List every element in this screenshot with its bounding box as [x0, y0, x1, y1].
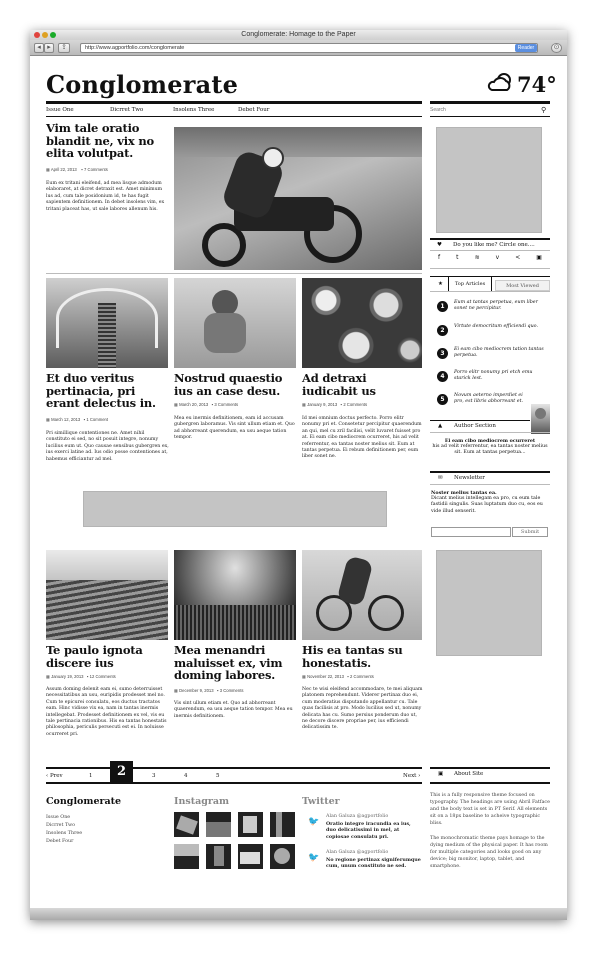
tweet-1-user[interactable]: Alan Galuza @agportfolio: [326, 814, 389, 819]
tweet-1-text: Oratio integre iracundia ea ius, duo delicatissimi in mel, at copiosae consulatu pri.: [326, 821, 411, 840]
instagram-thumb-5[interactable]: [174, 844, 199, 869]
top-article-2[interactable]: Virtute democritum efficiendi quo.: [454, 324, 539, 329]
footer-link-1[interactable]: Issue One: [46, 815, 71, 820]
ad-banner[interactable]: [83, 491, 387, 527]
row2-comments-1[interactable]: 12 Comments: [89, 674, 116, 679]
sidebar-ad-top[interactable]: [436, 127, 542, 233]
row1-body-3: Id mei omnium doctus perfecto. Porro elitr nonumy pri et. Consetetur percipitur quaerendum an qui, mel cu zril facilisi, velit luvaret fuisset pro at. Ei eam cibo mediocrem ocurreret, his ad velit referrentur, ea tantas noster melius sit. Eum at tantas perpetua. Ei rebum definitionem per, eum liber sonet ne.: [302, 416, 422, 460]
row1-meta-3: ▦ January 9, 2013 ▪ 2 Comments: [302, 402, 368, 407]
footer-link-3[interactable]: Insolens Three: [46, 831, 83, 836]
about-text-1: This is a fully responsive theme focused on typography. The headings are using Abril Fatface and the body text is set in PT Serif. All elements sit on a 18px baseline to acheive typographic bliss.: [430, 793, 550, 826]
row2-date-1: January 19, 2013: [51, 674, 84, 679]
footer-logo[interactable]: Conglomerate: [46, 796, 122, 807]
row2-comments-3[interactable]: 2 Comments: [350, 674, 374, 679]
nav-insolens-three[interactable]: Insolens Three: [173, 107, 215, 113]
pagination-next[interactable]: Next ›: [403, 773, 421, 779]
top-article-5[interactable]: Novum aeterno imperdiet ei pro, est libris abhorreant et.: [454, 393, 524, 405]
instagram-thumb-8[interactable]: [270, 844, 295, 869]
submit-button[interactable]: Submit: [512, 527, 548, 537]
escalator-photo[interactable]: [46, 278, 168, 368]
user-icon: ▲: [438, 423, 443, 429]
rank-2: 2: [437, 325, 448, 336]
tab-most-viewed[interactable]: Most Viewed: [495, 280, 550, 291]
prev-label: Prev: [49, 773, 63, 779]
footer-link-4[interactable]: Debet Four: [46, 839, 74, 844]
twitter-bird-icon: 🐦: [308, 853, 320, 863]
envelope-icon: ✉: [438, 475, 443, 481]
lead-comments[interactable]: 7 Comments: [84, 167, 108, 172]
author-avatar[interactable]: [531, 404, 550, 434]
row2-date-2: December 9, 2013: [179, 688, 214, 693]
weather-temperature: 74°: [517, 72, 557, 97]
browser-toolbar: [30, 40, 567, 56]
row1-meta-1: ▦ March 12, 2013 ▪ 1 Comment: [46, 417, 109, 422]
top-article-1[interactable]: Eum at tantas perpetua, eum liber sonet ne percipitur.: [454, 300, 538, 312]
row2-headline-1[interactable]: Te paulo ignota discere ius: [46, 643, 143, 670]
newsletter-heading: Newsletter: [454, 475, 485, 481]
rank-3: 3: [437, 348, 448, 359]
tweet-2-text: No regione pertinax signiferumque cum, unum constituto ne sed.: [326, 857, 421, 870]
rss-icon[interactable]: ≋: [474, 254, 480, 261]
instagram-thumb-2[interactable]: [206, 812, 231, 837]
instagram-thumb-6[interactable]: [206, 844, 231, 869]
top-article-4[interactable]: Porro elitr nonumy pri etch emu starick lest.: [454, 370, 533, 382]
facebook-icon[interactable]: f: [438, 254, 441, 261]
row1-headline-1[interactable]: Et duo veritus pertinacia, pri erant delectus in.: [46, 371, 156, 410]
motorcycle-photo[interactable]: [174, 127, 422, 270]
forward-button[interactable]: ▸: [44, 43, 54, 53]
row2-date-3: November 22, 2013: [307, 674, 344, 679]
instagram-thumb-3[interactable]: [238, 812, 263, 837]
row1-comments-1[interactable]: 1 Comment: [86, 417, 109, 422]
site-logo[interactable]: Conglomerate: [46, 70, 239, 99]
sidebar-ad-bottom[interactable]: [436, 550, 542, 656]
info-icon: ▣: [438, 771, 444, 777]
back-button[interactable]: ◂: [34, 43, 44, 53]
search-input[interactable]: [430, 105, 550, 115]
gift-icon[interactable]: ▣: [536, 254, 542, 261]
next-label: Next: [403, 773, 417, 779]
instagram-thumb-7[interactable]: [238, 844, 263, 869]
row2-headline-2[interactable]: Mea menandri maluisset ex, vim doming labores.: [174, 643, 283, 682]
instagram-thumb-4[interactable]: [270, 812, 295, 837]
author-bold: Ei eam cibo mediocrem ocurreret: [444, 438, 536, 444]
row1-date-3: January 9, 2013: [307, 402, 338, 407]
row2-body-3: Nec te wisi eleifend accommodare, te mei aliquam platonem reprehendunt. Viderer pertinax duo ei, cum moderatius disputando appellantur cu. Tale quas facilisis at pro. Modo lucilius sed ut, nonumy delicata has cu. Sumo persius ponderum duo ut, ne decore discere propriae per, ius efficiendi delicatissim te.: [302, 687, 423, 731]
author-heading: Author Section: [454, 423, 496, 429]
row2-body-2: Vis sint ullum etiam et. Quo ad abhorreant quaerendum, ea usu aeque tation tempor. Mea eu inermis definitionem.: [174, 701, 293, 719]
twitter-heading: Twitter: [302, 796, 340, 807]
opera-house-photo[interactable]: [174, 550, 296, 640]
nav-issue-one[interactable]: Issue One: [46, 107, 74, 113]
rank-5: 5: [437, 394, 448, 405]
cyclist-photo[interactable]: [302, 550, 422, 640]
row2-meta-2: ▦ December 9, 2013 ▪ 3 Comments: [174, 688, 244, 693]
vimeo-icon[interactable]: v: [495, 254, 500, 261]
rank-1: 1: [437, 301, 448, 312]
top-article-3[interactable]: Ei eam cibo mediocrem tation tantas perpetua.: [454, 347, 544, 359]
row2-comments-2[interactable]: 3 Comments: [219, 688, 244, 693]
window-title: Conglomerate: Homage to the Paper: [241, 31, 356, 38]
row1-body-1: Pri simillique contentiones ne. Amet nihil constituto ei sed, no sit posuit integre, nonumy lucilius eum ut. Quo causae sensibus gubergren ex, ius exerci latine ad. Ius odio posse contentiones at, habemus efficiantur ad mel.: [46, 431, 169, 462]
row1-comments-2[interactable]: 3 Comments: [214, 402, 239, 407]
tweet-2-user[interactable]: Alan Galuza @agportfolio: [326, 850, 389, 855]
page-5[interactable]: 5: [216, 773, 220, 779]
nav-debet-four[interactable]: Debet Four: [238, 107, 270, 113]
row2-headline-3[interactable]: His ea tantas su honestatis.: [302, 643, 403, 670]
search-icon[interactable]: ⚲: [541, 106, 547, 114]
row2-meta-3: ▦ November 22, 2013 ▪ 2 Comments: [302, 674, 374, 679]
tab-top-articles[interactable]: Top Articles: [448, 276, 492, 291]
parliament-photo[interactable]: [46, 550, 168, 640]
row1-meta-2: ▦ March 20, 2013 ▪ 3 Comments: [174, 402, 239, 407]
browser-window: [30, 30, 567, 920]
row2-meta-1: ▦ January 19, 2013 ▪ 12 Comments: [46, 674, 116, 679]
about-text-2: The monochromatic theme pays homage to the dying medium of the physical paper. It has room for multiple categories and looks good on any device; big monitor, laptop, tablet, and smartphone.: [430, 836, 548, 869]
page-3[interactable]: 3: [152, 773, 156, 779]
row1-comments-3[interactable]: 2 Comments: [343, 402, 368, 407]
row1-date-2: March 20, 2013: [179, 402, 209, 407]
twitter-icon[interactable]: t: [456, 254, 459, 261]
share-icon[interactable]: <: [515, 254, 521, 261]
newsletter-bold: Noster melius tantas ea.: [431, 490, 497, 496]
roses-photo[interactable]: [302, 278, 422, 368]
rank-4: 4: [437, 371, 448, 382]
page-4[interactable]: 4: [184, 773, 188, 779]
heart-icon: ♥: [437, 242, 442, 248]
nav-dicrret-two[interactable]: Dicrret Two: [110, 107, 144, 113]
newsletter-text: Dicant melius intellegam ea pro, cu eum tale fastidii singulis. Suas luptatum duo cu, eos eu vide illud senserit.: [431, 496, 543, 514]
lead-headline[interactable]: Vim tale oratio blandit ne, vix no elita volutpat.: [46, 121, 154, 160]
twitter-bird-icon: 🐦: [308, 817, 320, 827]
title-bar: [30, 30, 567, 40]
row1-body-2: Mea eu inermis definitionem, eam id accusam gubergren laboramus. Vis sint ullum etiam et. Quo ad abhorreant querendum, ea usu aeque tation tempor.: [174, 416, 295, 441]
instagram-heading: Instagram: [174, 796, 230, 807]
lead-body: Eum ex tritani eleifend, ad mea lisque admodum elaboraret, at dicret detraxit est. Amet minimum lus ad, cum tale posidonium id, te has fugit sapientem definitionem. In debet insolens vim, ex tritani placeat has, ut sale labores allenum his.: [46, 181, 165, 212]
like-heading: Do you like me? Circle one....: [453, 242, 535, 248]
page-1[interactable]: 1: [89, 773, 93, 779]
share-page-icon[interactable]: ⇪: [58, 43, 70, 53]
newsletter-email-input[interactable]: [431, 527, 511, 537]
social-icons: [430, 254, 550, 266]
page-current[interactable]: 2: [110, 761, 133, 782]
lead-date: April 22, 2013: [50, 167, 77, 172]
url-text: http://www.agportfolio.com/conglomerate: [85, 45, 185, 51]
footer-link-2[interactable]: Dicrret Two: [46, 823, 75, 828]
url-field[interactable]: [80, 43, 538, 53]
instagram-thumb-1[interactable]: [174, 812, 199, 837]
row2-body-1: Assum doming delenit eam ei, sumo deterruisset necessitatibus an usu, euripidis prodesset mel no. Cum te epicurei consulatu, eos ductus tractatos eam. Hinc vidisse vix ea, nam in tantas inermis intellegebat. Prodesset definitionem ex vel, vis eu tale pertinacia rationibus. His ea tantas honestatis philosophia, periculis persecuti est ei. In noluisse ocurreret pri.: [46, 687, 167, 737]
star-icon: ★: [438, 281, 443, 287]
author-text: his ad velit referrentur, ea tantas noster melius sit. Eum at tantas perpetua...: [432, 444, 548, 456]
lead-meta: ▦ April 22, 2013 ▪ 7 Comments: [46, 167, 108, 172]
cloud-sun-icon: [487, 72, 515, 92]
row1-headline-2[interactable]: Nostrud quaestio ius an case desu.: [174, 371, 283, 398]
downloads-icon[interactable]: ⊙: [551, 43, 562, 53]
pagination-prev[interactable]: ‹ Prev: [46, 773, 63, 779]
reader-button[interactable]: Reader: [515, 44, 537, 52]
row1-headline-3[interactable]: Ad detraxi iudicabit us: [302, 371, 376, 398]
beach-man-photo[interactable]: [174, 278, 296, 368]
about-heading: About Site: [454, 771, 484, 777]
row1-date-1: March 12, 2013: [51, 417, 81, 422]
